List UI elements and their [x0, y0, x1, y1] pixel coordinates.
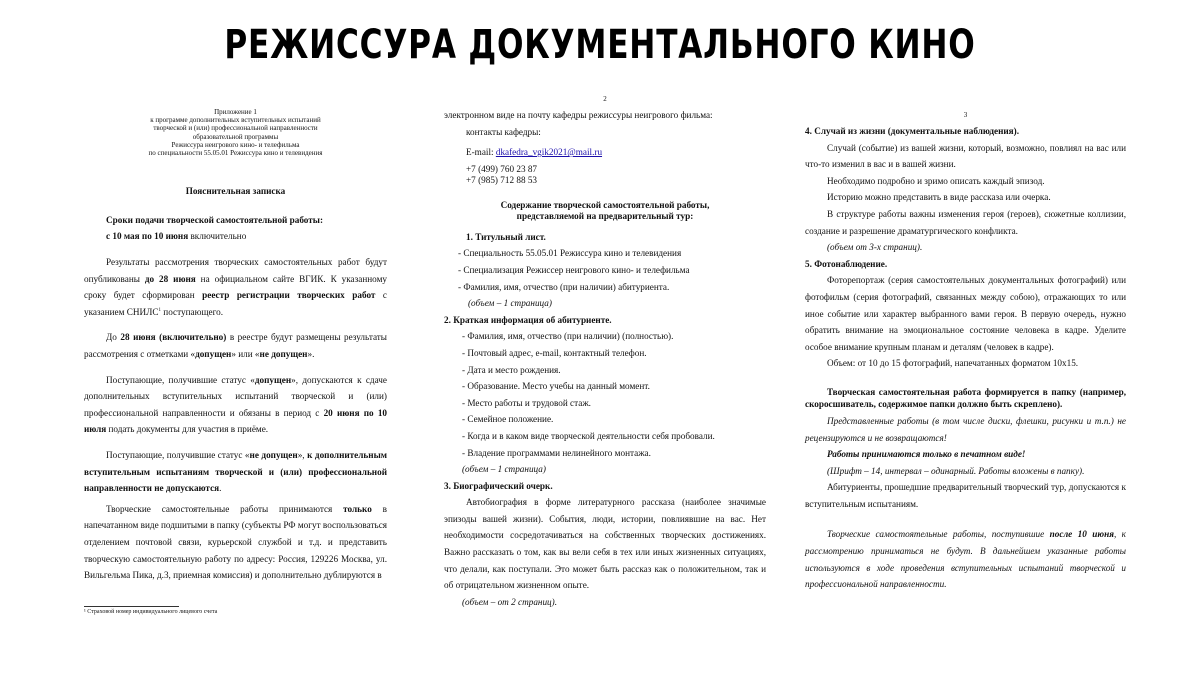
footnote: ¹ Страховой номер индивидуального лицевого счета [84, 608, 218, 615]
document-page-1 [84, 108, 387, 617]
paragraph: Историю можно представить в виде рассказа или очерка. [827, 192, 1051, 203]
phone-2: +7 (985) 712 88 53 [466, 174, 538, 185]
paragraph: Необходимо подробно и зримо описать каждый эпизод. [827, 175, 1045, 186]
page-title: РЕЖИССУРА ДОКУМЕНТАЛЬНОГО КИНО [224, 22, 976, 68]
appendix-line: Приложение 1 [214, 108, 257, 116]
paragraph: Результаты рассмотрения творческих самостоятельных работ будут опубликованы до 28 июня на официальном сайте ВГИК. К указанному сроку будет сформирован реестр регистрации творческих работ с указанием СНИЛС$^1$ поступающего. [84, 257, 388, 317]
document-page-2 [444, 94, 766, 610]
paragraph: Поступающие, получившие статус «допущен», допускаются к сдаче дополнительных вступительных испытаний творческой и (или) профессиональной направленности и обязаны в период с 20 июня по 10 июля подать документы для участия в приёме. [84, 374, 388, 435]
list-item: - Фамилия, имя, отчество (при наличии) (полностью). [462, 331, 674, 342]
contacts-label: контакты кафедры: [466, 126, 541, 137]
document-page-3 [805, 110, 1126, 593]
deadline-dates: с 10 мая по 10 июня включительно [106, 231, 247, 242]
volume-note: (объем – 1 страница) [468, 298, 552, 309]
volume-note: (объем – 1 страница) [462, 464, 546, 475]
bold-note: Творческая самостоятельная работа формируется в папку (например, скоросшиватель, содержимое папки должно быть скреплено). [805, 386, 1126, 409]
section-title: 3. Биографический очерк. [444, 480, 553, 491]
text-line: электронном виде на почту кафедры режиссуры неигрового фильма: [444, 110, 713, 120]
appendix-line: образовательной программы [192, 132, 279, 141]
appendix-line: творческой и (или) профессиональной направленности [153, 124, 318, 133]
list-item: - Владение программами нелинейного монтажа. [462, 447, 651, 458]
italic-note: (Шрифт – 14, интервал – одинарный. Работы вложены в папку). [827, 465, 1085, 476]
appendix-line: по специальности 55.05.01 Режиссура кино и телевидения [148, 149, 323, 158]
paragraph: Фоторепортаж (серия самостоятельных документальных фотографий) или фотофильм (серия фотографий, связанных между собою), отражающих то или иное событие или характер выбранного вами героя. В первую очередь, нужно обратить внимание на эмоциональное состояние человека в кадре. Уделите особое внимание крупным планам и деталям (человек в кадре). [805, 275, 1126, 352]
italic-note: Представленные работы (в том числе диски, флешки, рисунки и т.п.) не рецензируются и не возвращаются! [805, 415, 1126, 443]
content-heading: Содержание творческой самостоятельной работы, представляемой на предварительный тур: [500, 199, 710, 221]
section-title: 1. Титульный лист. [466, 231, 546, 242]
list-item: - Семейное положение. [462, 414, 554, 425]
appendix-line: Режиссура неигрового кино- и телефильма [171, 140, 300, 149]
appendix-line: к программе дополнительных вступительных испытаний [150, 116, 321, 125]
paragraph: Объем: от 10 до 15 фотографий, напечатанных форматом 10х15. [827, 358, 1079, 369]
section-heading: Пояснительная записка [185, 186, 286, 197]
appendix-block [84, 108, 387, 157]
list-item: - Почтовый адрес, e-mail, контактный телефон. [462, 347, 647, 358]
phone-1: +7 (499) 760 23 87 [466, 163, 538, 174]
list-item: - Когда и в каком виде творческой деятельности себя пробовали. [462, 430, 715, 441]
section-title: 5. Фотонаблюдение. [805, 258, 888, 269]
paragraph: В структуре работы важны изменения героя (героев), сюжетные коллизии, создание и разрешение драматургического конфликта. [805, 208, 1126, 236]
email-link[interactable]: dkafedra_vgik2021@mail.ru [495, 147, 603, 158]
email-line: E-mail: dkafedra_vgik2021@mail.ru [466, 147, 603, 158]
volume-note: (объем – от 2 страниц). [462, 596, 558, 607]
deadline-label: Сроки подачи творческой самостоятельной работы: [106, 214, 324, 225]
list-item: - Образование. Место учебы на данный момент. [462, 381, 650, 392]
volume-note: (объем от 3-х страниц). [827, 242, 923, 253]
section-title: 2. Краткая информация об абитуриенте. [444, 314, 612, 325]
italic-bold-note: Работы принимаются только в печатном виде! [827, 449, 1026, 460]
list-item: - Специальность 55.05.01 Режиссура кино и телевидения [458, 248, 682, 259]
list-item: - Специализация Режиссер неигрового кино- и телефильма [458, 264, 690, 275]
paragraph: До 28 июня (включительно) в реестре будут размещены результаты рассмотрения с отметками «допущен» или «не допущен». [84, 332, 387, 359]
list-item: - Место работы и трудовой стаж. [462, 397, 591, 408]
page-number: 3 [963, 111, 968, 119]
list-item: - Фамилия, имя, отчество (при наличии) абитуриента. [458, 281, 670, 292]
paragraph: Абитуриенты, прошедшие предварительный творческий тур, допускаются к вступительным испытаниям. [805, 482, 1126, 509]
paragraph: Творческие самостоятельные работы принимаются только в напечатанном виде подшитыми в папку (субъекты РФ могут воспользоваться отделением почтовой связи, курьерской службой и т.д. и представить творческую самостоятельную работу по адресу: Россия, 129226 Москва, ул. Вильгельма Пика, д.3, приемная комиссия) и дополнительно дублируются в [84, 503, 388, 581]
section-title: 4. Случай из жизни (документальные наблюдения). [805, 126, 1020, 136]
paragraph: Случай (событие) из вашей жизни, который, возможно, повлиял на вас или что-то изменил в вас и в вашей жизни. [805, 142, 1126, 170]
page-number: 2 [603, 95, 607, 103]
list-item: - Дата и место рождения. [462, 364, 561, 375]
paragraph: Поступающие, получившие статус «не допущен», к дополнительным вступительным испытаниям творческой и (или) профессиональной направленности не допускаются. [84, 449, 388, 494]
paragraph: Автобиография в форме литературного рассказа (наиболее значимые эпизоды вашей жизни). События, люди, истории, повлиявшие на вас. Нет необходимости сосредотачиваться на собственных творческих достижениях. Важно рассказать о том, как вы вели себя в тех или иных жизненных ситуациях, что делали, как поступали. Это может быть рассказ как о положительном, так и об отрицательном жизненном опыте. [444, 497, 766, 591]
final-paragraph: Творческие самостоятельные работы, поступившие после 10 июня, к рассмотрению приниматься не будут. В дальнейшем указанные работы используются в ходе проведения вступительных испытаний творческой и профессиональной направленности. [805, 529, 1126, 590]
